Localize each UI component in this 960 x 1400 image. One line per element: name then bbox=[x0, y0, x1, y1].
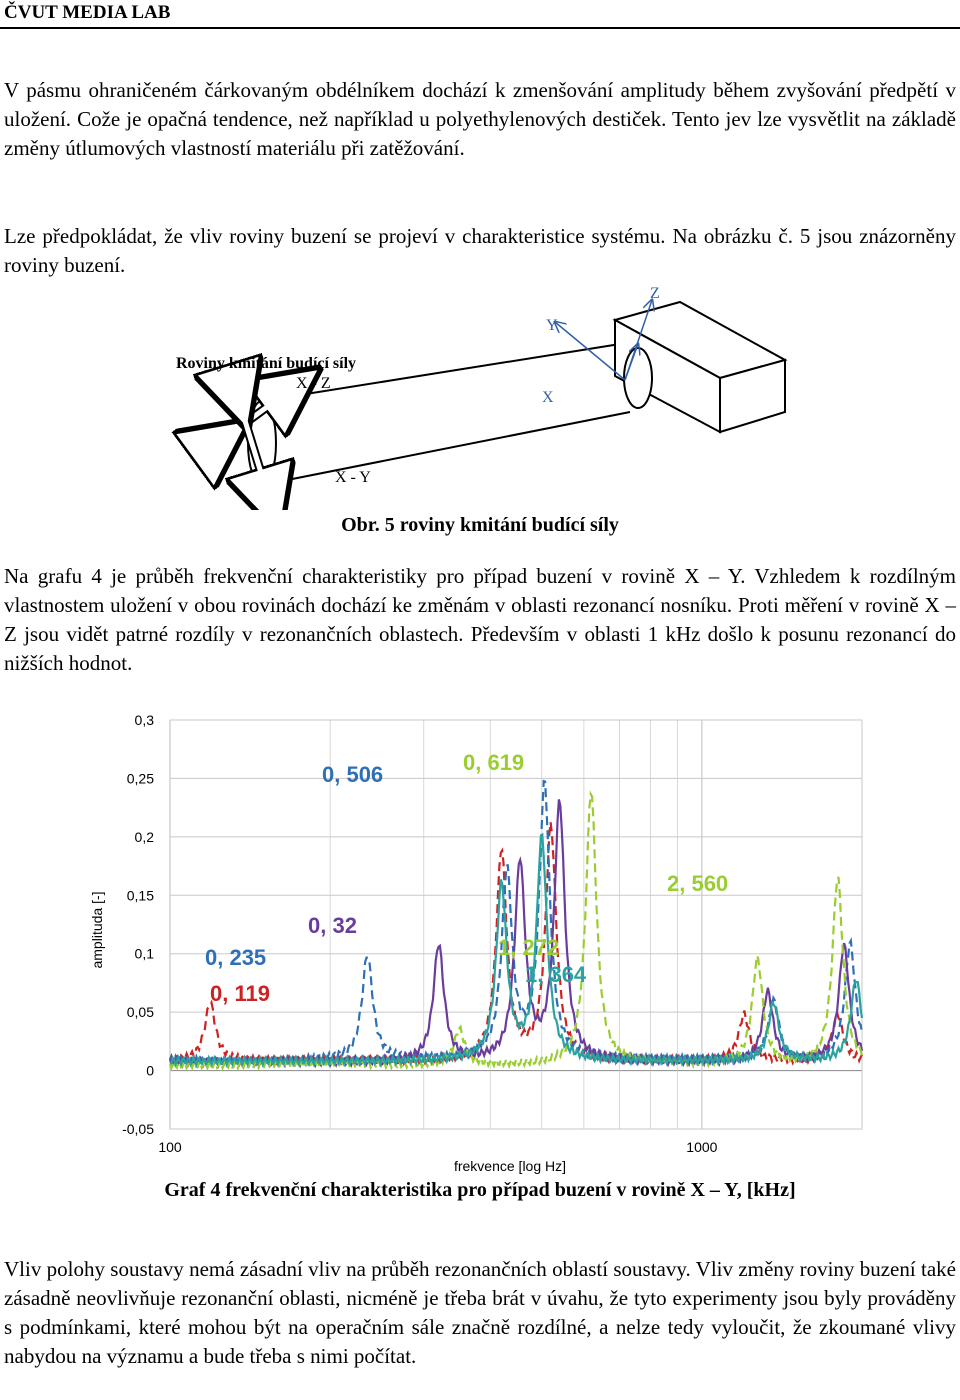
plane-xz-label: X - Z bbox=[296, 375, 331, 392]
peak-label: 0, 506 bbox=[322, 762, 384, 787]
x-tick-label: 100 bbox=[158, 1139, 182, 1155]
chart-series bbox=[170, 781, 862, 1068]
paragraph-3: Na grafu 4 je průběh frekvenční charakteristiky pro případ buzení v rovině X – Y. Vzhledem k rozdílným vlastnostem uložení v obou rovinách dochází ke změnám v oblasti rezonancí nosníku. Proti měření v rovině X – Z jsou vidět patrné rozdíly v rezonančních oblastech. Především v oblasti 1 kHz došlo k posunu rezonancí do nižších hodnot. bbox=[4, 564, 956, 675]
x-axis-label: frekvence [log Hz] bbox=[453, 1158, 567, 1174]
series-line-purple bbox=[170, 799, 862, 1065]
y-tick-label: 0,15 bbox=[126, 887, 154, 904]
y-tick-label: 0,25 bbox=[126, 770, 154, 787]
axis-y-label: Y bbox=[546, 317, 558, 334]
peak-label: 1, 364 bbox=[525, 962, 587, 987]
y-tick-label: 0,2 bbox=[134, 828, 154, 845]
peak-label: 0, 619 bbox=[463, 750, 525, 775]
plane-xy-label: X - Y bbox=[335, 469, 371, 486]
y-tick-label: 0,1 bbox=[134, 945, 154, 962]
y-tick-label: 0,05 bbox=[126, 1004, 154, 1021]
figure-caption: Obr. 5 roviny kmitání budící síly bbox=[341, 514, 619, 536]
peak-label: 1, 272 bbox=[498, 935, 560, 960]
xz-force-arrow-fill bbox=[222, 388, 293, 440]
peak-label: 0, 32 bbox=[308, 913, 357, 938]
excitation-planes-figure bbox=[160, 280, 810, 510]
figure-title: Roviny kmitání budící síly bbox=[176, 355, 357, 372]
header-title: ČVUT MEDIA LAB bbox=[4, 2, 171, 23]
y-tick-label: 0 bbox=[146, 1062, 154, 1079]
y-tick-label: -0,05 bbox=[122, 1121, 154, 1137]
paragraph-2: Lze předpokládat, že vliv roviny buzení se projeví v charakteristice systému. Na obrázku č. 5 jsou znázorněny roviny buzení. bbox=[4, 224, 956, 277]
chart-annotations bbox=[205, 750, 728, 1006]
x-tick-label: 1000 bbox=[686, 1139, 718, 1155]
paragraph-1: V pásmu ohraničeném čárkovaným obdélníkem dochází k zmenšování amplitudy během zvyšování předpětí v uložení. Cože je opačná tendence, než například u polyethylenových destiček. Tento jev lze vysvětlit na základě změny útlumových vlastností materiálu při zatěžování. bbox=[4, 78, 956, 160]
axis-x-label: X bbox=[542, 389, 554, 406]
peak-label: 0, 235 bbox=[205, 945, 267, 970]
graph-caption: Graf 4 frekvenční charakteristika pro případ buzení v rovině X – Y, [kHz] bbox=[164, 1179, 796, 1201]
peak-label: 2, 560 bbox=[667, 871, 729, 896]
axis-z-label: Z bbox=[650, 285, 660, 302]
header-rule bbox=[0, 27, 960, 29]
paragraph-4: Vliv polohy soustavy nemá zásadní vliv na průběh rezonančních oblastí soustavy. Vliv změny roviny buzení také zásadně neovlivňuje rezonanční oblasti, nicméně je třeba brát v úvahu, že tyto experimenty jsou byly prováděny s podmínkami, které mohou být na operačním sále značně rozdílné, a nelze tedy vyloučit, že zkoumané vlivy nabydou na významu a bude třeba s nimi počítat. bbox=[4, 1257, 956, 1368]
y-axis-label: amplituda [-] bbox=[89, 891, 105, 969]
frequency-response-chart bbox=[80, 705, 870, 1177]
peak-label: 0, 119 bbox=[210, 981, 270, 1006]
y-tick-label: 0,3 bbox=[134, 712, 154, 728]
block-shape bbox=[615, 302, 785, 432]
